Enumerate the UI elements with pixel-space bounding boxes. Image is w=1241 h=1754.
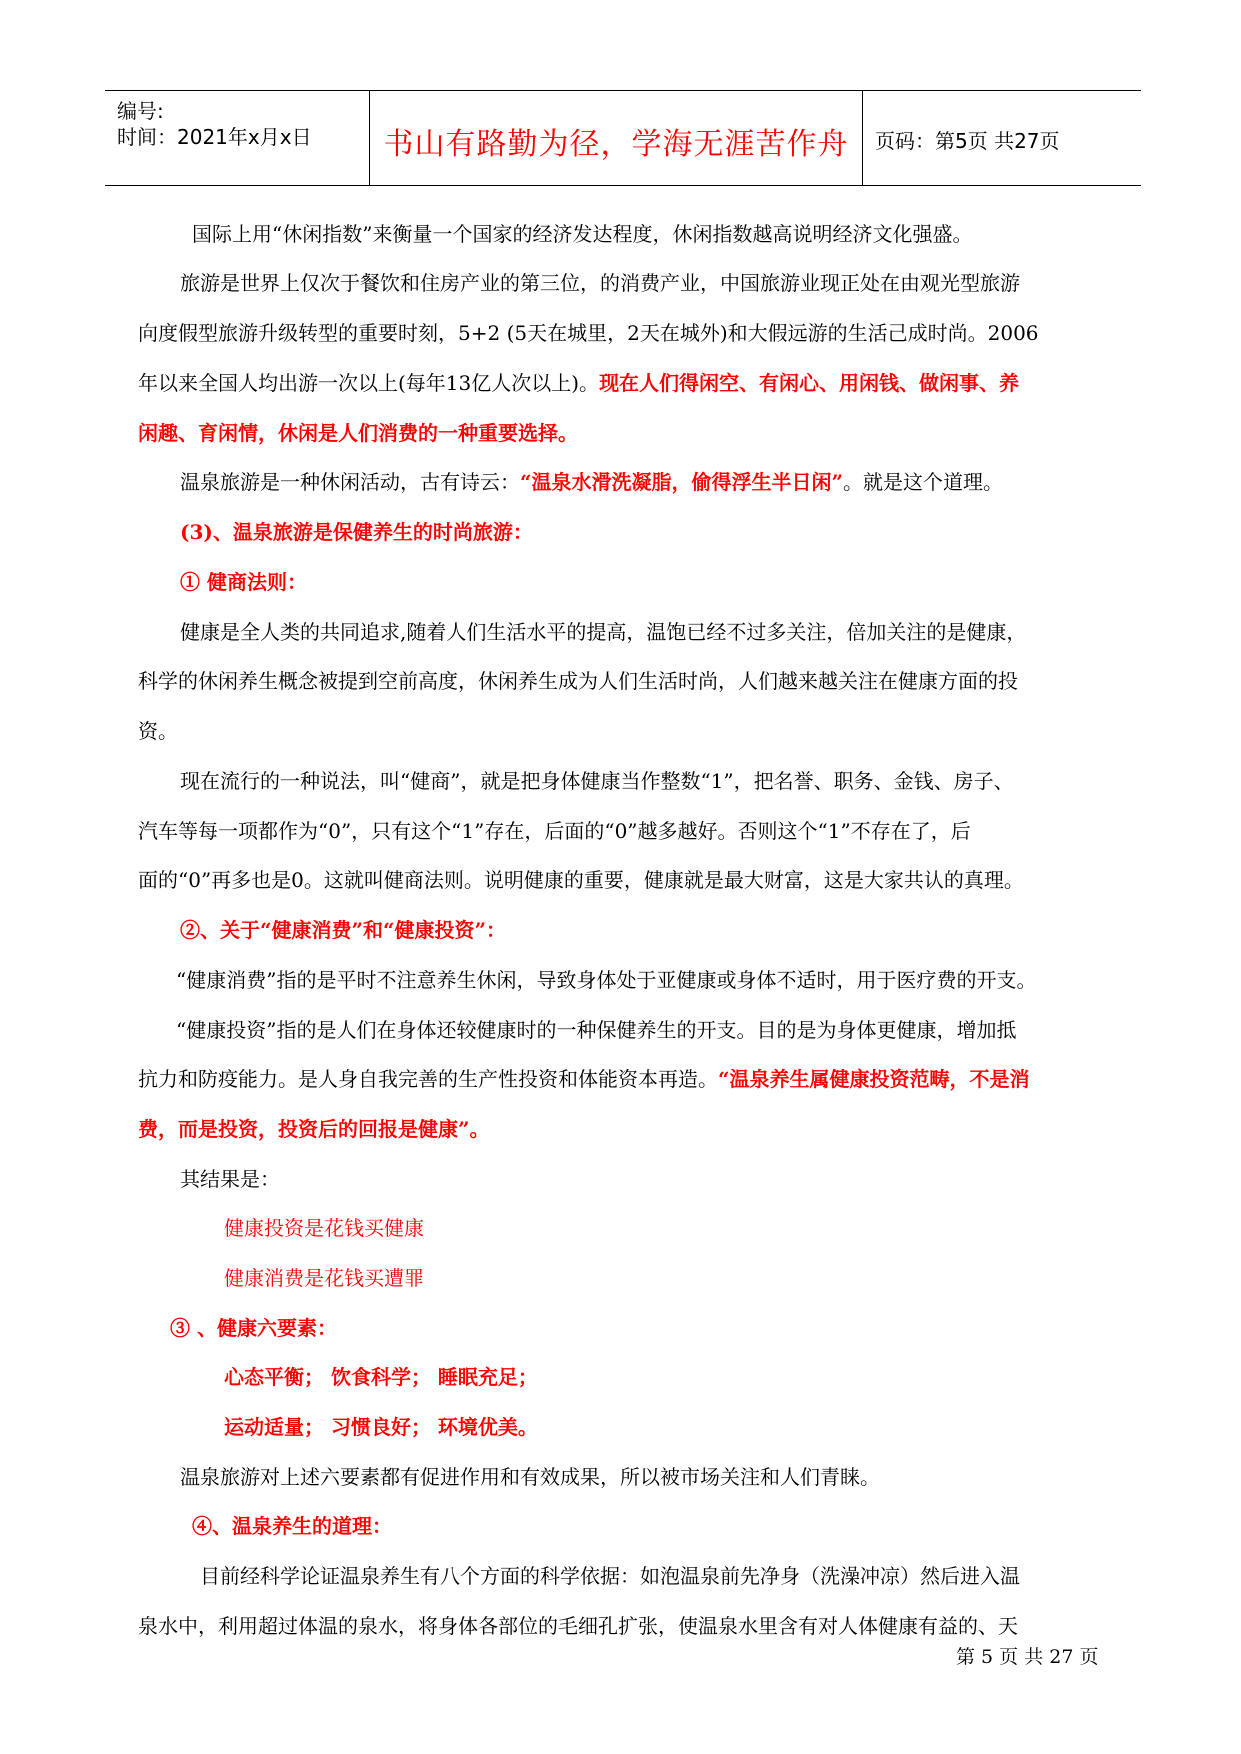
- paragraph-line: 旅游是世界上仅次于餐饮和住房产业的第三位，的消费产业，中国旅游业现正处在由观光型旅游: [180, 271, 1020, 295]
- text-span: 。就是这个道理。: [843, 470, 1004, 494]
- time-label: 时间：2021年x月x日: [117, 125, 312, 149]
- element-list: 心态平衡； 饮食科学； 睡眠充足；: [224, 1365, 538, 1389]
- text-span: 抗力和防疫能力。是人身自我完善的生产性投资和体能资本再造。: [138, 1067, 718, 1091]
- paragraph-line: [138, 373, 1118, 393]
- paragraph-line: 费，而是投资，投资后的回报是健康”。: [138, 1117, 490, 1141]
- paragraph-line: 汽车等每一项都作为“0”，只有这个“1”存在，后面的“0”越多越好。否则这个“1”不存在了，后: [138, 819, 971, 843]
- poem-quote: “温泉水滑洗凝脂，偷得浮生半日闲”: [520, 470, 844, 494]
- header-right-cell: [863, 91, 1141, 185]
- subsection-heading: ②、关于“健康消费”和“健康投资”：: [180, 918, 507, 942]
- paragraph-line: 其结果是：: [180, 1167, 280, 1191]
- text-span: 温泉旅游是一种休闲活动，古有诗云：: [180, 470, 520, 494]
- paragraph-line: 闲趣、育闲情，休闲是人们消费的一种重要选择。: [138, 421, 578, 445]
- header-page-info: 页码：第5页 共27页: [875, 129, 1060, 153]
- result-item: 健康投资是花钱买健康: [224, 1216, 424, 1240]
- paragraph-line: 目前经科学论证温泉养生有八个方面的科学依据：如泡温泉前先净身（洗澡冲凉）然后进入温: [200, 1564, 1020, 1588]
- highlight-text: 现在人们得闲空、有闲心、用闲钱、做闲事、养: [599, 371, 1020, 395]
- paragraph-line: 国际上用“休闲指数”来衡量一个国家的经济发达程度，休闲指数越高说明经济文化强盛。: [192, 222, 973, 246]
- page-header: [105, 90, 1141, 186]
- motto: 书山有路勤为径，学海无涯苦作舟: [383, 127, 849, 162]
- paragraph-line: 面的“0”再多也是0。这就叫健商法则。说明健康的重要，健康就是最大财富，这是大家共认的真理。: [138, 868, 1024, 892]
- header-left-cell: [105, 91, 370, 185]
- number-label: 编号:: [117, 99, 164, 123]
- paragraph-line: 温泉旅游对上述六要素都有促进作用和有效成果，所以被市场关注和人们青睐。: [180, 1465, 880, 1489]
- section-heading: (3)、温泉旅游是保健养生的时尚旅游：: [180, 520, 533, 544]
- header-middle-cell: [370, 91, 863, 185]
- paragraph-line: 现在流行的一种说法，叫“健商”，就是把身体健康当作整数“1”，把名誉、职务、金钱、房子、: [180, 769, 1014, 793]
- text-span: 年以来全国人均出游一次以上(每年13亿人次以上)。: [138, 371, 600, 395]
- paragraph-line: “健康投资”指的是人们在身体还较健康时的一种保健养生的开支。目的是为身体更健康，增加抵: [176, 1018, 1017, 1042]
- subsection-heading: ③ 、健康六要素：: [170, 1316, 337, 1340]
- paragraph-line: 向度假型旅游升级转型的重要时刻，5+2 (5天在城里，2天在城外)和大假远游的生活己成时尚。2006: [138, 321, 1039, 345]
- paragraph-line: 科学的休闲养生概念被提到空前高度，休闲养生成为人们生活时尚，人们越来越关注在健康方面的投: [138, 669, 1018, 693]
- result-item: 健康消费是花钱买遭罪: [224, 1266, 424, 1290]
- paragraph-line: [138, 1069, 1118, 1089]
- subsection-heading: ① 健商法则：: [180, 570, 307, 594]
- paragraph-line: 泉水中，利用超过体温的泉水，将身体各部位的毛细孔扩张，使温泉水里含有对人体健康有益的、天: [138, 1614, 1018, 1638]
- footer-page-number: 第 5 页 共 27 页: [956, 1646, 1099, 1668]
- highlight-text: “温泉养生属健康投资范畴，不是消: [718, 1067, 1030, 1091]
- paragraph-line: “健康消费”指的是平时不注意养生休闲，导致身体处于亚健康或身体不适时，用于医疗费的开支。: [176, 968, 1037, 992]
- paragraph-line: 健康是全人类的共同追求,随着人们生活水平的提高，温饱已经不过多关注，倍加关注的是健康，: [180, 620, 1027, 644]
- paragraph-line: [180, 472, 1160, 492]
- subsection-heading: ④、温泉养生的道理：: [192, 1514, 392, 1538]
- element-list: 运动适量； 习惯良好； 环境优美。: [224, 1415, 538, 1439]
- paragraph-line: 资。: [138, 719, 178, 743]
